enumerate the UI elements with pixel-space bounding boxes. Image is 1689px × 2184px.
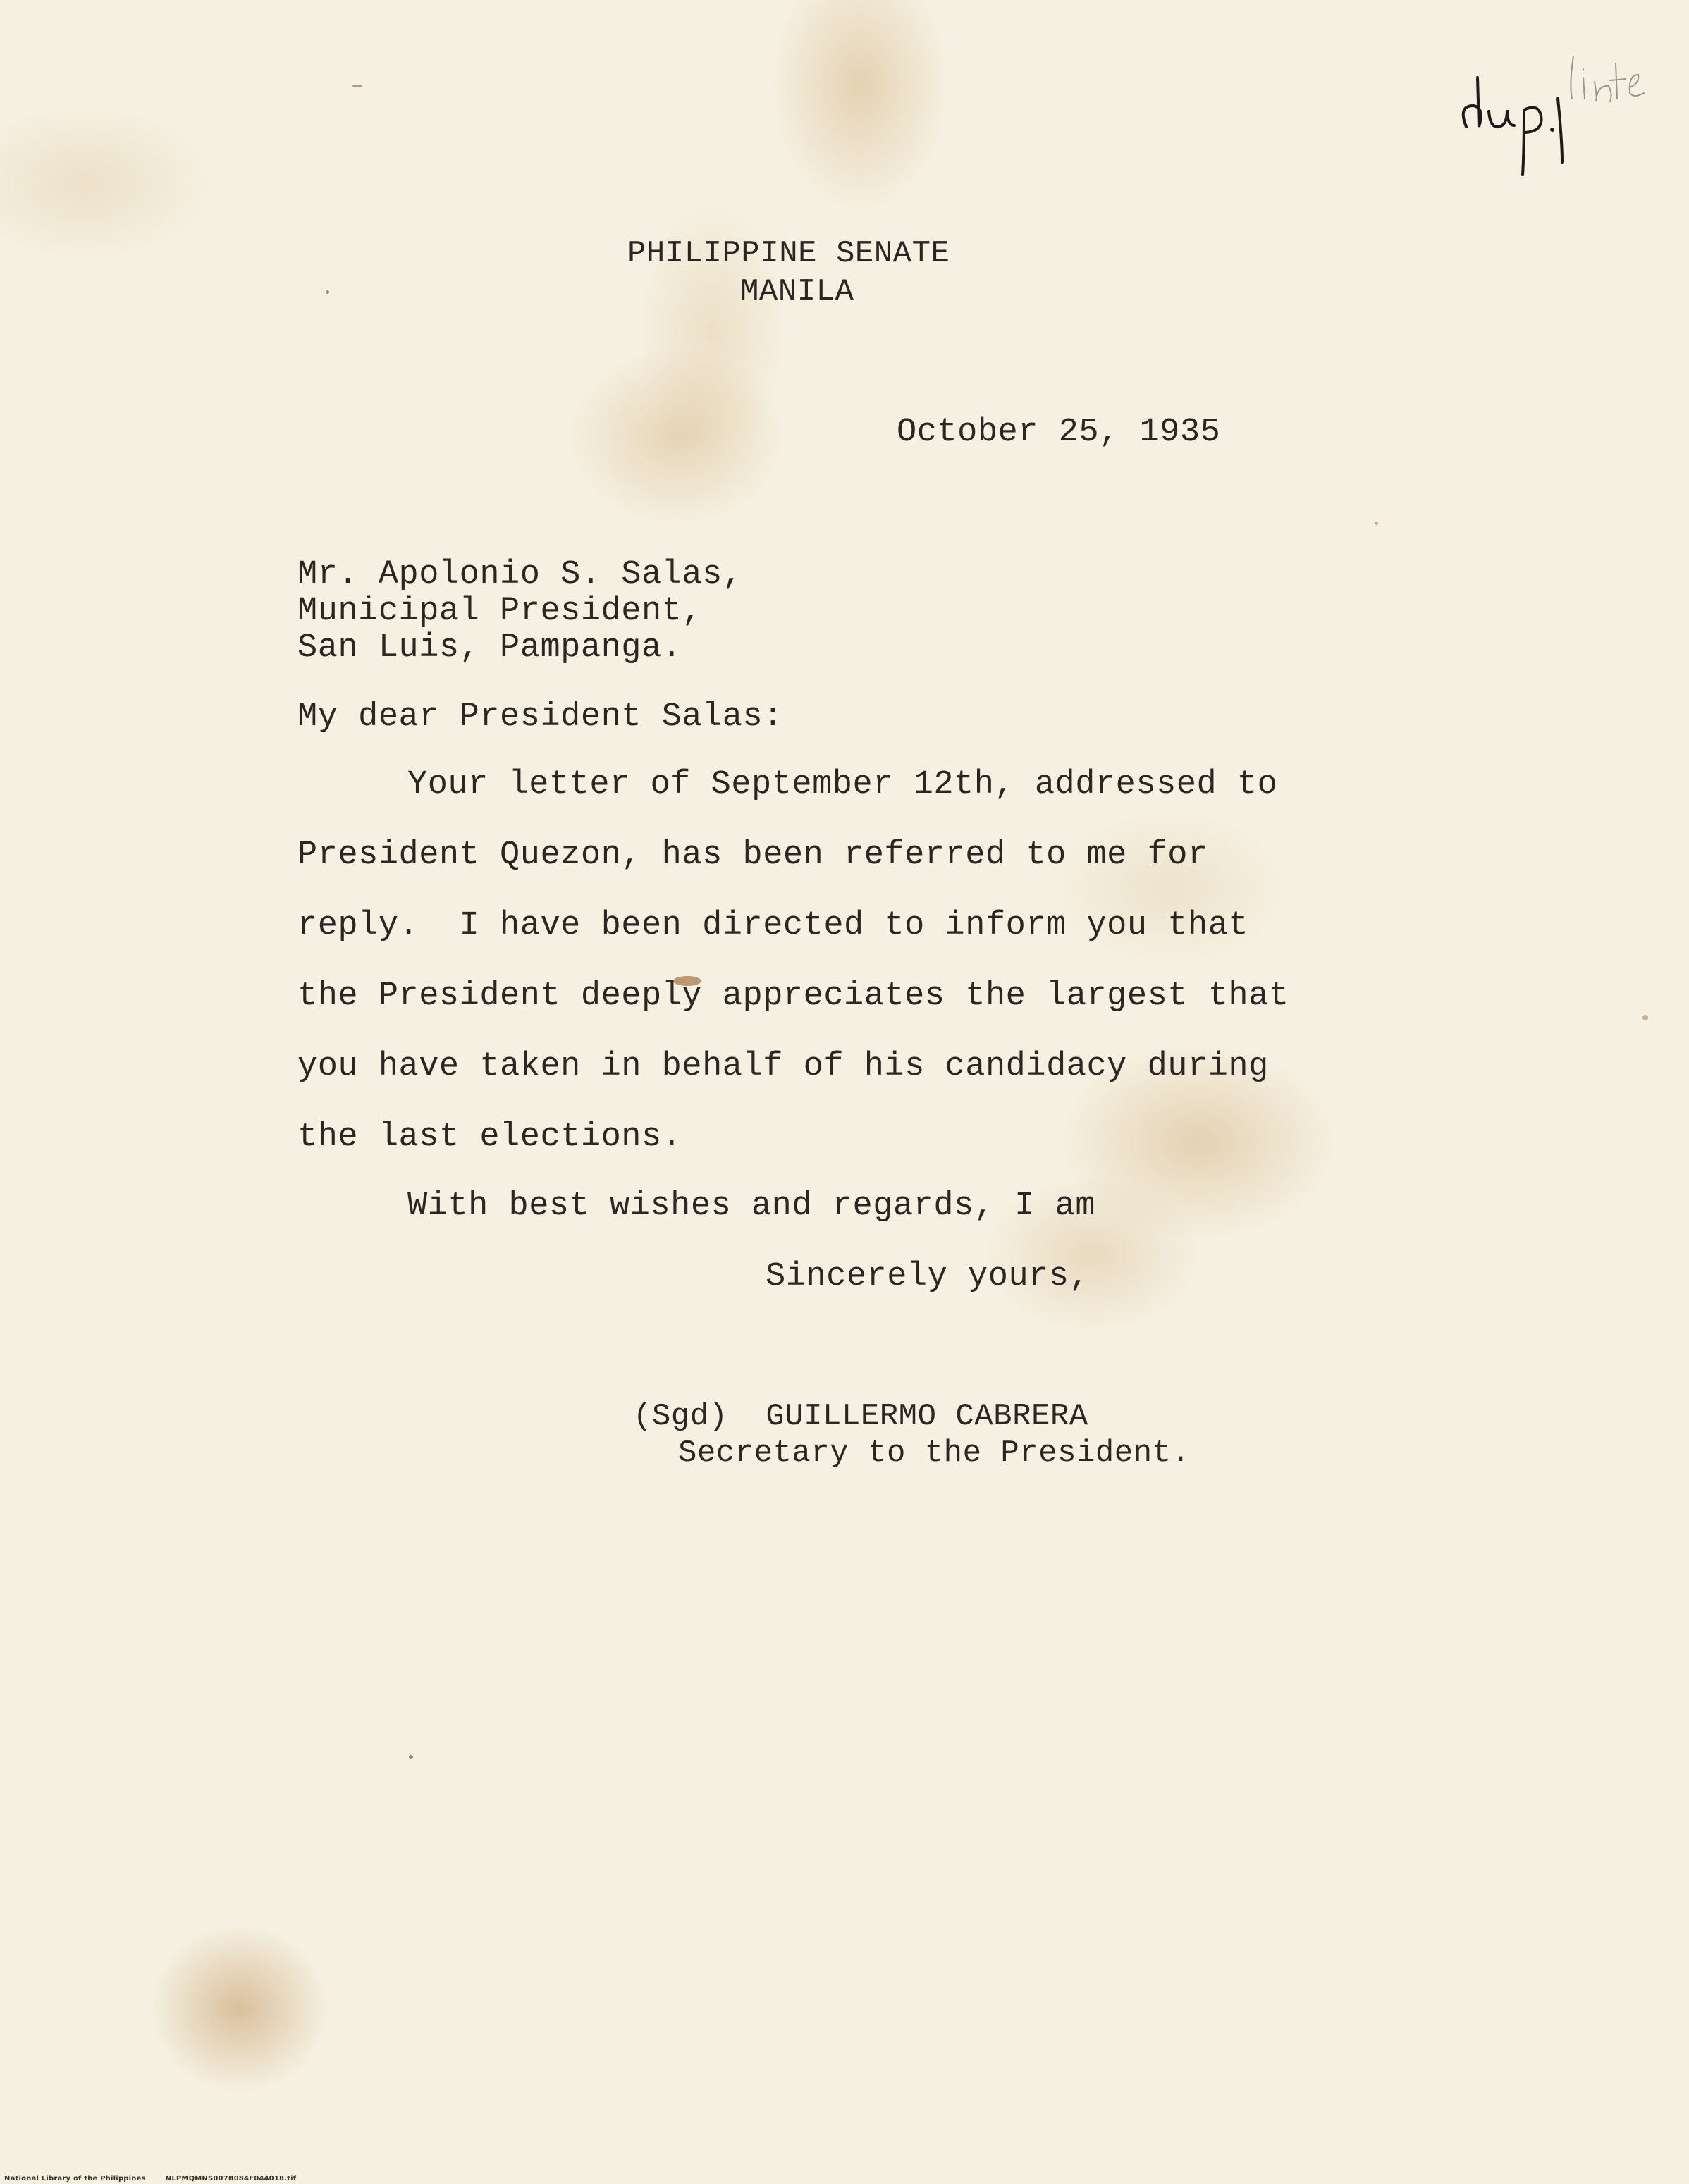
archive-footer (4, 2175, 296, 2183)
recipient-address: San Luis, Pampanga. (297, 629, 682, 667)
paper-speck (409, 1755, 413, 1759)
body-line: President Quezon, has been referred to me for (297, 837, 1208, 874)
recipient-title: Municipal President, (297, 593, 703, 630)
handwritten-note-dup (1438, 42, 1671, 197)
footer-repository: National Library of the Philippines (4, 2175, 146, 2183)
body-line: the President deeply appreciates the largest that (297, 977, 1289, 1015)
salutation: My dear President Salas: (297, 698, 783, 736)
letter-date: October 25, 1935 (897, 414, 1221, 451)
signer-title: Secretary to the President. (678, 1436, 1191, 1471)
closing-remark: With best wishes and regards, I am (407, 1187, 1095, 1225)
paper-speck (352, 85, 362, 87)
letterhead-senate: PHILIPPINE SENATE (627, 236, 950, 271)
recipient-name: Mr. Apolonio S. Salas, (297, 556, 743, 593)
paper-speck (1375, 522, 1378, 525)
body-line: the last elections. (297, 1118, 682, 1156)
signature: (Sgd) GUILLERMO CABRERA (633, 1399, 1088, 1434)
paper-speck (326, 290, 329, 294)
closing: Sincerely yours, (766, 1258, 1090, 1295)
body-line: reply. I have been directed to inform you that (297, 907, 1249, 944)
body-line: you have taken in behalf of his candidacy during (297, 1048, 1269, 1085)
footer-filename: NLPMQMNS007B084F044018.tif (165, 2175, 297, 2183)
letterhead-manila: MANILA (740, 274, 854, 309)
body-line: Your letter of September 12th, addressed to (407, 766, 1278, 803)
paper-speck (1642, 1015, 1648, 1020)
